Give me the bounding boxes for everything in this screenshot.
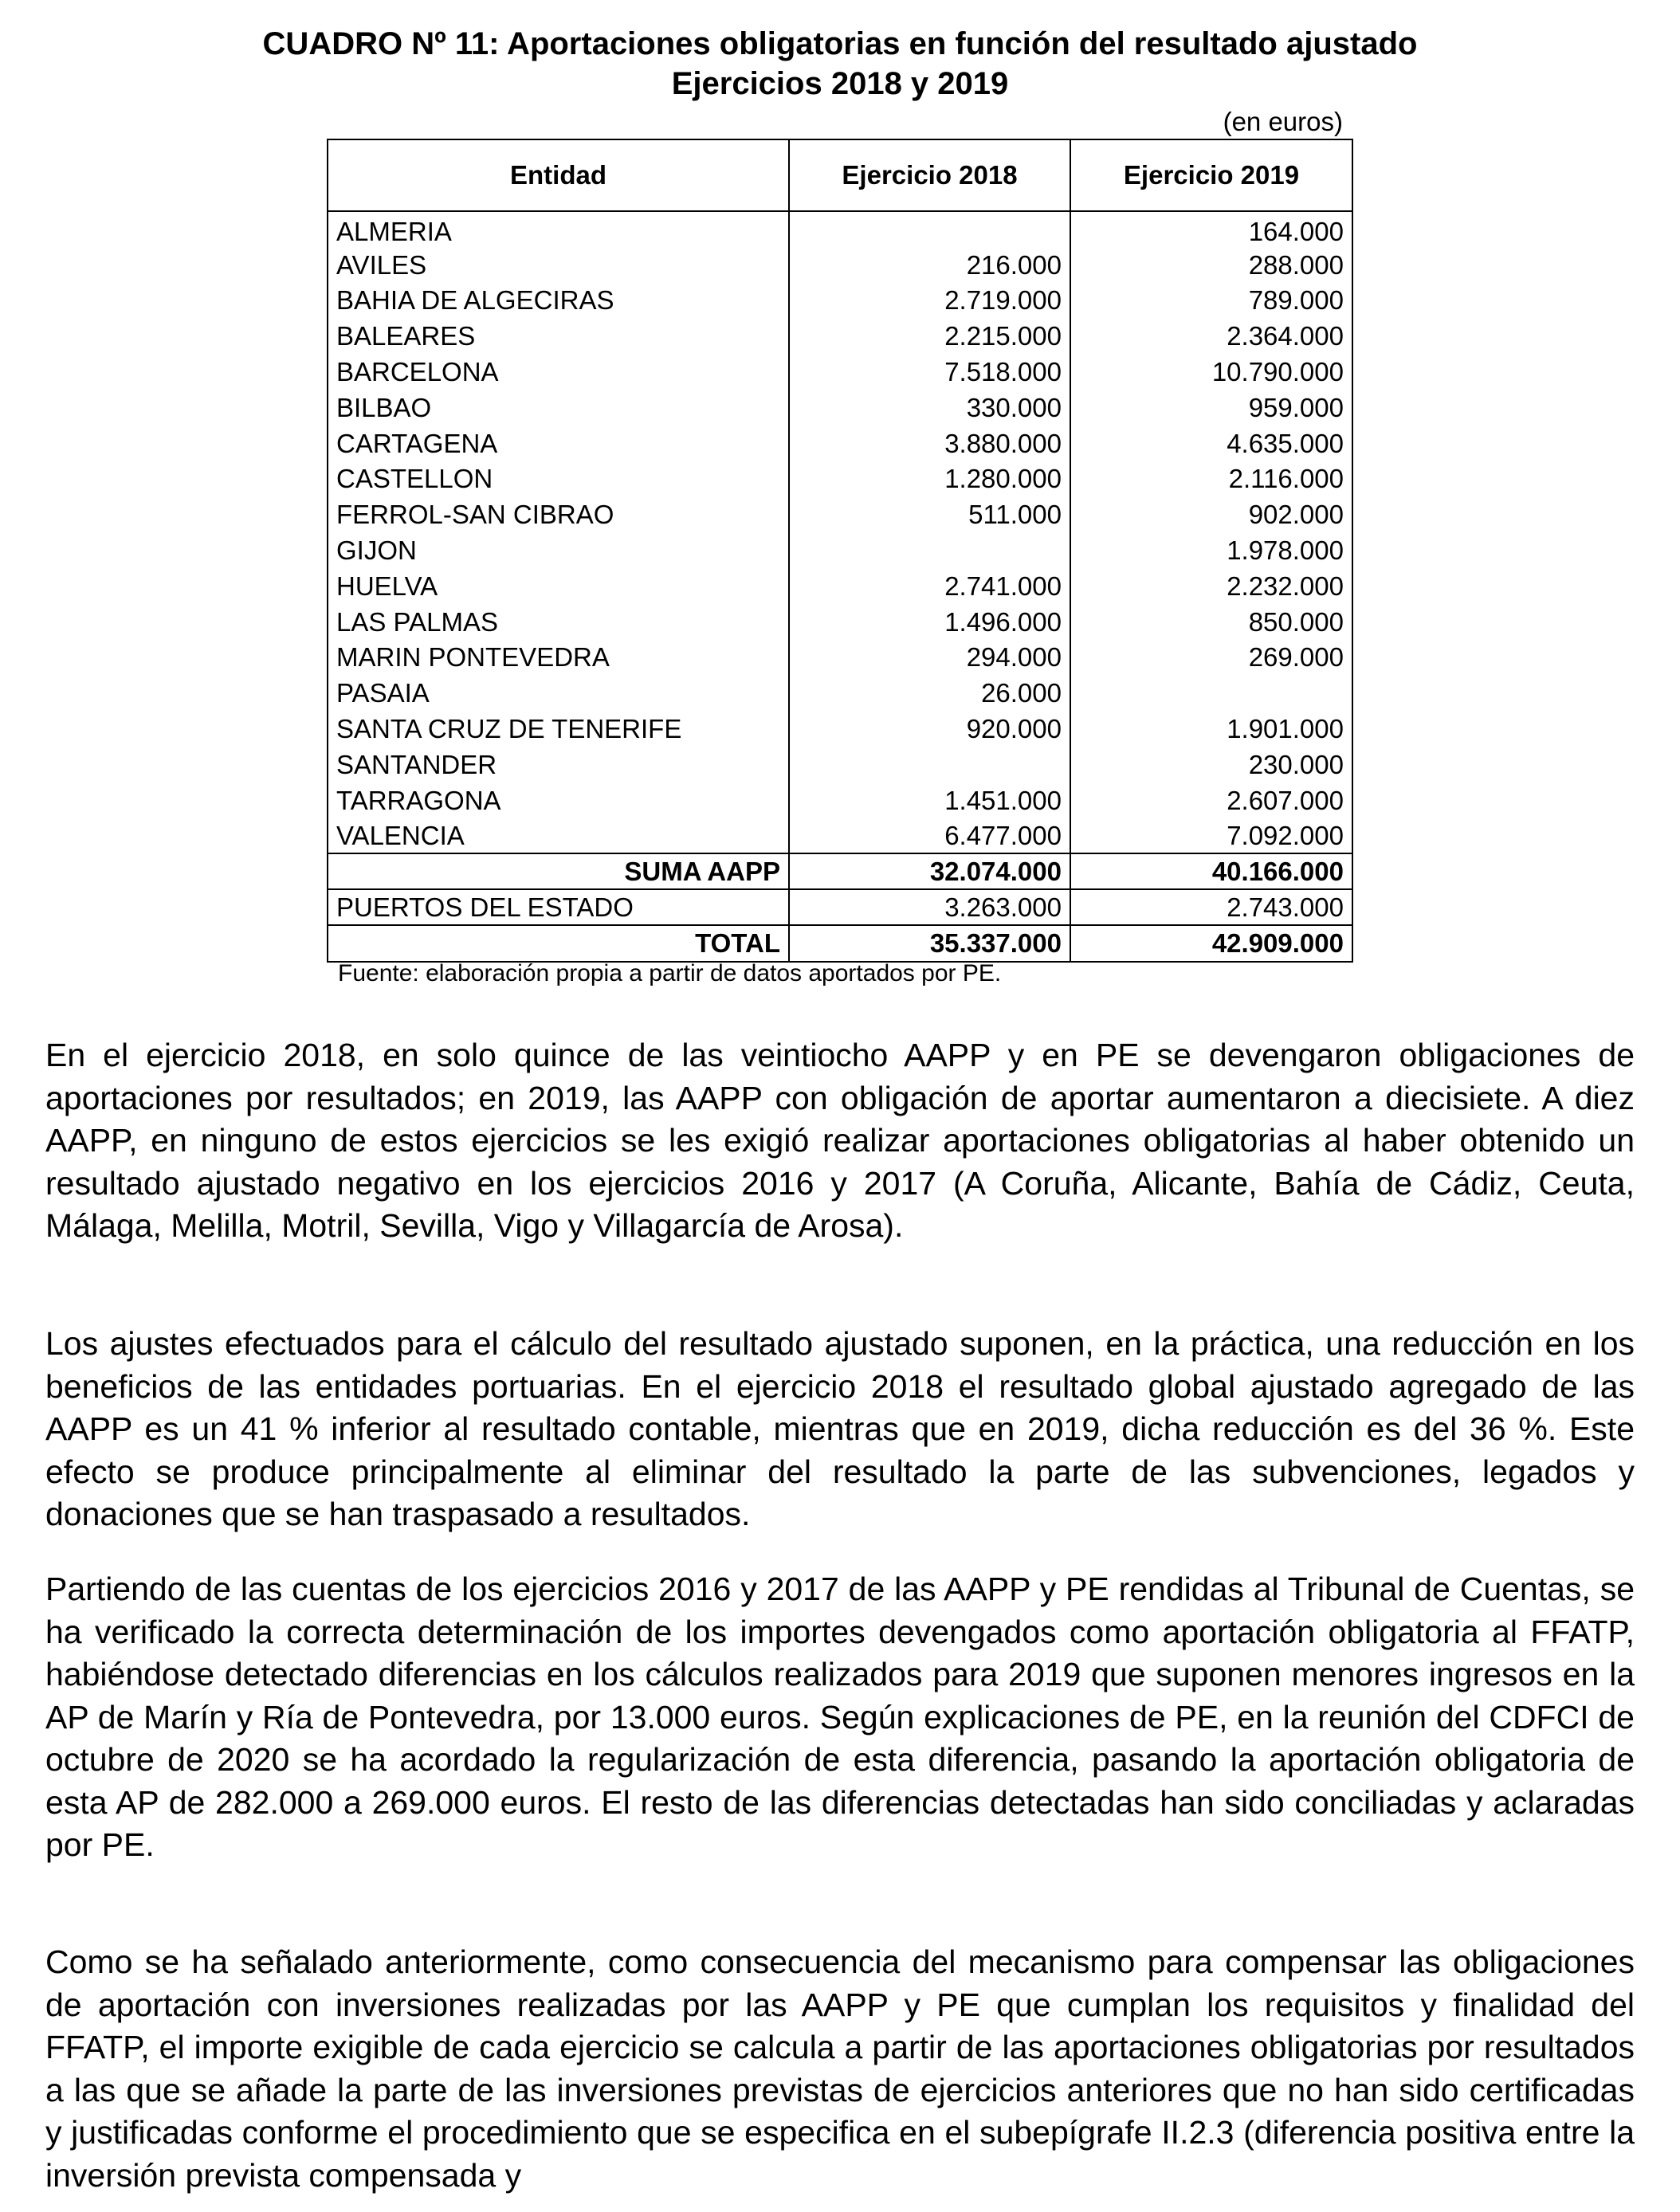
cell-entity: BARCELONA — [336, 357, 499, 387]
cell-entity: AVILES — [336, 249, 427, 280]
cell-2019: 40.166.000 — [1070, 853, 1352, 889]
table-row — [328, 283, 1352, 319]
cell-2018 — [789, 211, 1070, 247]
cell-entity: SANTA CRUZ DE TENERIFE — [336, 714, 682, 744]
cell-2018: 294.000 — [789, 640, 1070, 676]
table-row-puertos — [328, 889, 1352, 925]
cell-entity: BALEARES — [336, 321, 476, 351]
cell-2018: 3.263.000 — [789, 889, 1070, 925]
header-2019: Ejercicio 2019 — [1070, 140, 1352, 211]
cell-entity: FERROL-SAN CIBRAO — [336, 500, 614, 530]
table-title: CUADRO Nº 11: Aportaciones obligatorias en función del resultado ajustado — [262, 26, 1418, 61]
cell-2018: 26.000 — [789, 675, 1070, 711]
paragraph-3: Partiendo de las cuentas de los ejercicios 2016 y 2017 de las AAPP y PE rendidas al Tribunal de Cuentas, se ha verificado la correcta determinación de los importes devengados como aportación obligatoria al FFATP, habiéndose detectado diferencias en los cálculos realizados para 2019 que suponen menores ingresos en la AP de Marín y Ría de Pontevedra, por 13.000 euros. Según explicaciones de PE, en la reunión del CDFCI de octubre de 2020 se ha acordado la regularización de esta diferencia, pasando la aportación obligatoria de esta AP de 282.000 a 269.000 euros. El resto de las diferencias detectadas han sido conciliadas y aclaradas por PE. — [45, 1571, 1635, 1863]
cell-2018: 3.880.000 — [789, 426, 1070, 461]
table-row — [328, 426, 1352, 461]
cell-2018: 511.000 — [789, 496, 1070, 532]
cell-2019: 230.000 — [1070, 747, 1352, 782]
unit-note: (en euros) — [1223, 107, 1343, 136]
paragraph-4: Como se ha señalado anteriormente, como consecuencia del mecanismo para compensar las obligaciones de aportación con inversiones realizadas por las AAPP y PE que cumplan los requisitos y finalidad del FFATP, el importe exigible de cada ejercicio se calcula a partir de las aportaciones obligatorias por resultados a las que se añade la parte de las inversiones previstas de ejercicios anteriores que no han sido certificadas y justificadas conforme el procedimiento que se especifica en el subepígrafe II.2.3 (diferencia positiva entre la inversión prevista compensada y — [45, 1943, 1635, 2194]
contributions-table — [327, 139, 1353, 963]
cell-entity: PASAIA — [336, 678, 430, 708]
cell-2018: 330.000 — [789, 390, 1070, 426]
cell-entity: CARTAGENA — [336, 428, 498, 458]
cell-2019: 789.000 — [1070, 283, 1352, 319]
cell-entity: MARIN PONTEVEDRA — [336, 642, 610, 673]
cell-2018: 2.719.000 — [789, 283, 1070, 319]
cell-2018: 1.451.000 — [789, 782, 1070, 818]
table-row — [328, 211, 1352, 247]
cell-2018: 1.496.000 — [789, 604, 1070, 640]
cell-2019: 269.000 — [1070, 640, 1352, 676]
cell-2019: 2.743.000 — [1070, 889, 1352, 925]
table-header-row — [328, 140, 1352, 211]
cell-2018 — [789, 532, 1070, 568]
header-2018: Ejercicio 2018 — [789, 140, 1070, 211]
table-row-suma — [328, 853, 1352, 889]
cell-2019: 164.000 — [1070, 211, 1352, 247]
table-row — [328, 604, 1352, 640]
cell-2018: 6.477.000 — [789, 818, 1070, 854]
table-row — [328, 496, 1352, 532]
cell-entity: TARRAGONA — [336, 785, 501, 815]
table-row — [328, 640, 1352, 676]
cell-2019: 10.790.000 — [1070, 354, 1352, 390]
table-row-total — [328, 925, 1352, 961]
cell-2019: 288.000 — [1070, 247, 1352, 283]
cell-2019: 959.000 — [1070, 390, 1352, 426]
table-row — [328, 354, 1352, 390]
table-row — [328, 318, 1352, 354]
cell-2018: 35.337.000 — [789, 925, 1070, 961]
cell-2018 — [789, 747, 1070, 782]
cell-entity: BAHIA DE ALGECIRAS — [336, 285, 614, 316]
cell-entity: VALENCIA — [336, 820, 465, 850]
cell-entity: CASTELLON — [336, 464, 493, 494]
cell-2019: 2.232.000 — [1070, 568, 1352, 604]
paragraph-2: Los ajustes efectuados para el cálculo del resultado ajustado suponen, en la práctica, una reducción en los beneficios de las entidades portuarias. En el ejercicio 2018 el resultado global ajustado agregado de las AAPP es un 41 % inferior al resultado contable, mientras que en 2019, dicha reducción es del 36 %. Este efecto se produce principalmente al eliminar del resultado la parte de las subvenciones, legados y donaciones que se han traspasado a resultados. — [45, 1325, 1635, 1532]
cell-entity: HUELVA — [336, 571, 438, 601]
table-row — [328, 747, 1352, 782]
table-source: Fuente: elaboración propia a partir de datos aportados por PE. — [338, 960, 1002, 986]
cell-2019: 1.901.000 — [1070, 711, 1352, 747]
cell-2019: 2.116.000 — [1070, 461, 1352, 497]
cell-2018: 32.074.000 — [789, 853, 1070, 889]
paragraph-1: En el ejercicio 2018, en solo quince de las veintiocho AAPP y en PE se devengaron obligaciones de aportaciones por resultados; en 2019, las AAPP con obligación de aportar aumentaron a diecisiete. A diez AAPP, en ninguno de estos ejercicios se les exigió realizar aportaciones obligatorias al haber obtenido un resultado ajustado negativo en los ejercicios 2016 y 2017 (A Coruña, Alicante, Bahía de Cádiz, Ceuta, Málaga, Melilla, Motril, Sevilla, Vigo y Villagarcía de Arosa). — [45, 1037, 1635, 1244]
table-row — [328, 532, 1352, 568]
cell-2018: 2.215.000 — [789, 318, 1070, 354]
table-row — [328, 782, 1352, 818]
cell-2018: 920.000 — [789, 711, 1070, 747]
cell-2019: 4.635.000 — [1070, 426, 1352, 461]
cell-entity: SUMA AAPP — [328, 853, 789, 889]
table-row — [328, 675, 1352, 711]
cell-2018: 216.000 — [789, 247, 1070, 283]
cell-2019 — [1070, 675, 1352, 711]
cell-entity: GIJON — [336, 535, 417, 566]
table-subtitle: Ejercicios 2018 y 2019 — [671, 66, 1009, 101]
cell-entity: ALMERIA — [336, 217, 452, 247]
table-row — [328, 461, 1352, 497]
cell-2019: 1.978.000 — [1070, 532, 1352, 568]
table-row — [328, 390, 1352, 426]
cell-entity: SANTANDER — [336, 749, 497, 779]
cell-entity: LAS PALMAS — [336, 606, 498, 637]
cell-entity: BILBAO — [336, 392, 432, 422]
table-row — [328, 818, 1352, 854]
table-row — [328, 247, 1352, 283]
table-row — [328, 711, 1352, 747]
cell-2018: 7.518.000 — [789, 354, 1070, 390]
cell-2019: 850.000 — [1070, 604, 1352, 640]
cell-2018: 2.741.000 — [789, 568, 1070, 604]
cell-2019: 2.364.000 — [1070, 318, 1352, 354]
table-row — [328, 568, 1352, 604]
cell-2019: 42.909.000 — [1070, 925, 1352, 961]
cell-2018: 1.280.000 — [789, 461, 1070, 497]
cell-entity: PUERTOS DEL ESTADO — [328, 889, 789, 925]
cell-2019: 7.092.000 — [1070, 818, 1352, 854]
cell-entity: TOTAL — [328, 925, 789, 961]
cell-2019: 902.000 — [1070, 496, 1352, 532]
header-entidad: Entidad — [328, 140, 789, 211]
table-body — [328, 211, 1352, 961]
cell-2019: 2.607.000 — [1070, 782, 1352, 818]
